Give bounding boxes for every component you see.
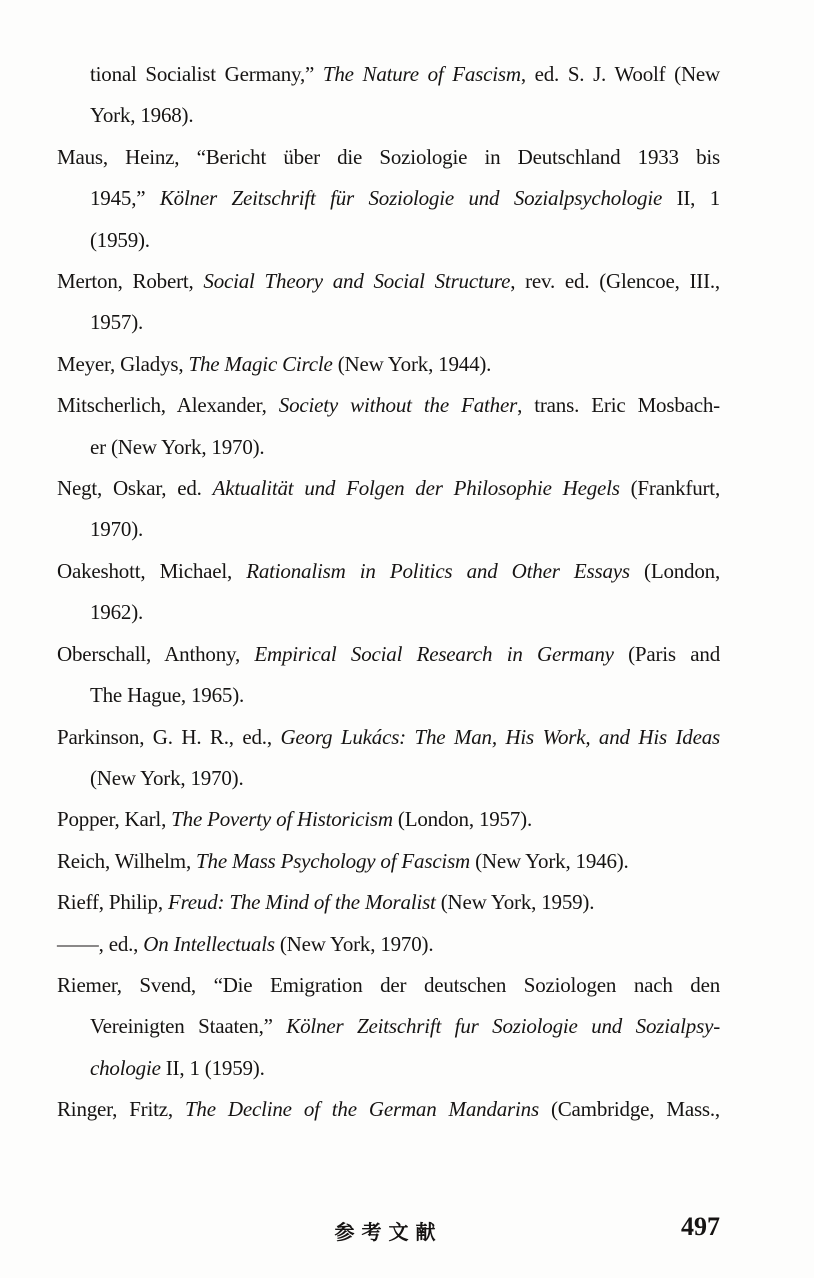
body-text: Oakeshott, Michael, bbox=[57, 558, 247, 583]
bib-entry bbox=[57, 137, 720, 261]
bib-line bbox=[57, 137, 720, 178]
body-text: II, 1 (1959). bbox=[160, 1055, 265, 1080]
body-text: (London, bbox=[629, 558, 721, 583]
body-text: Rieff, Philip, bbox=[57, 890, 168, 915]
body-text: (New York, 1959). bbox=[435, 890, 595, 915]
bib-line bbox=[57, 634, 720, 675]
bib-entry bbox=[57, 882, 720, 923]
bib-line bbox=[57, 1089, 720, 1130]
body-text: York, 1968). bbox=[90, 103, 194, 128]
work-title-text: The Poverty of Historicism bbox=[171, 807, 393, 832]
footer-section-title: 参考文献 bbox=[334, 1222, 443, 1244]
bib-line bbox=[90, 758, 720, 799]
body-text: Negt, Oskar, ed. bbox=[57, 476, 213, 501]
bib-line bbox=[57, 261, 720, 302]
bib-line bbox=[90, 1006, 720, 1047]
bib-line bbox=[90, 302, 720, 343]
work-title-text: The Magic Circle bbox=[188, 351, 333, 376]
body-text: Merton, Robert, bbox=[57, 269, 204, 294]
bib-line bbox=[90, 675, 720, 716]
work-title-text: Social Theory and Social Structure bbox=[203, 269, 511, 294]
body-text: (New York, 1946). bbox=[470, 848, 629, 873]
work-title-text: Kölner Zeitschrift fur Soziologie und Sozialpsy- bbox=[286, 1014, 720, 1039]
body-text: Ringer, Fritz, bbox=[57, 1097, 185, 1122]
work-title-text: The Nature of Fascism bbox=[322, 62, 521, 86]
bib-line bbox=[90, 509, 720, 550]
bib-line bbox=[57, 924, 720, 965]
work-title-text: The Decline of the German Mandarins bbox=[184, 1097, 539, 1122]
work-title-text: Freud: The Mind of the Moralist bbox=[167, 890, 436, 915]
body-text: Vereinigten Staaten,” bbox=[90, 1014, 287, 1039]
bib-line bbox=[57, 717, 720, 758]
bib-entry bbox=[57, 799, 720, 840]
body-text: Maus, Heinz, “Bericht über die Soziologie in Deutschland 1933 bis bbox=[57, 144, 720, 169]
body-text: Riemer, Svend, “Die Emigration der deutschen Soziologen nach den bbox=[57, 972, 720, 997]
work-title-text: Empirical Social Research in Germany bbox=[254, 641, 614, 666]
body-text: (New York, 1970). bbox=[274, 931, 434, 956]
work-title-text: Aktualität und Folgen der Philosophie Hegels bbox=[212, 476, 620, 501]
bib-entry bbox=[57, 385, 720, 468]
bib-entry bbox=[57, 965, 720, 1089]
work-title-text: On Intellectuals bbox=[143, 931, 275, 956]
body-text: II, 1 bbox=[662, 186, 720, 211]
body-text: The Hague, 1965). bbox=[90, 683, 245, 708]
body-text: Parkinson, G. H. R., ed., bbox=[57, 724, 281, 749]
body-text: 1970). bbox=[90, 517, 144, 542]
bib-entry bbox=[57, 634, 720, 717]
bib-line bbox=[57, 468, 720, 509]
body-text: tional Socialist Germany,” bbox=[90, 62, 323, 86]
body-text: Popper, Karl, bbox=[57, 807, 172, 832]
bib-entry bbox=[57, 551, 720, 634]
bib-entry bbox=[57, 468, 720, 551]
footer bbox=[57, 1212, 720, 1252]
body-text: (1959). bbox=[90, 227, 150, 252]
body-text: ——, ed., bbox=[57, 931, 144, 956]
bib-line bbox=[90, 592, 720, 633]
bibliography bbox=[57, 54, 720, 1131]
body-text: , ed. S. J. Woolf (New bbox=[520, 62, 720, 86]
body-text: , trans. Eric Mosbach- bbox=[517, 393, 720, 418]
body-text: 1962). bbox=[90, 600, 144, 625]
work-title-text: Kölner Zeitschrift für Soziologie und Sozialpsychologie bbox=[159, 186, 663, 211]
body-text: (Cambridge, Mass., bbox=[538, 1097, 720, 1122]
body-text: (Frankfurt, bbox=[619, 476, 720, 501]
bib-line bbox=[90, 1048, 720, 1089]
body-text: (New York, 1970). bbox=[90, 765, 244, 790]
body-text: , rev. ed. (Glencoe, III., bbox=[510, 269, 720, 294]
body-text: 1957). bbox=[90, 310, 144, 335]
bib-line bbox=[57, 841, 720, 882]
body-text: er (New York, 1970). bbox=[90, 434, 265, 459]
bib-entry bbox=[57, 1089, 720, 1130]
body-text: Meyer, Gladys, bbox=[57, 351, 189, 376]
bib-entry bbox=[57, 841, 720, 882]
bib-line bbox=[90, 427, 720, 468]
work-title-text: Rationalism in Politics and Other Essays bbox=[246, 558, 630, 583]
bib-entry bbox=[57, 54, 720, 137]
bib-entry bbox=[57, 717, 720, 800]
body-text: Reich, Wilhelm, bbox=[57, 848, 197, 873]
work-title-text: Georg Lukács: The Man, His Work, and His Ideas bbox=[280, 724, 720, 749]
bib-line bbox=[57, 551, 720, 592]
bib-entry bbox=[57, 261, 720, 344]
bib-line bbox=[90, 54, 720, 95]
bib-line bbox=[57, 385, 720, 426]
bib-line bbox=[90, 95, 720, 136]
bib-entry bbox=[57, 344, 720, 385]
work-title-text: Society without the Father bbox=[278, 393, 518, 418]
body-text: Mitscherlich, Alexander, bbox=[57, 393, 279, 418]
bib-line bbox=[57, 344, 720, 385]
body-text: (London, 1957). bbox=[392, 807, 532, 832]
bib-line bbox=[57, 965, 720, 1006]
body-text: (New York, 1944). bbox=[332, 351, 492, 376]
work-title-text: chologie bbox=[90, 1055, 161, 1080]
work-title-text: The Mass Psychology of Fascism bbox=[196, 848, 471, 873]
bib-line bbox=[57, 882, 720, 923]
bib-line bbox=[90, 220, 720, 261]
body-text: (Paris and bbox=[613, 641, 720, 666]
page-number: 497 bbox=[681, 1212, 720, 1241]
body-text: Oberschall, Anthony, bbox=[57, 641, 255, 666]
bib-line bbox=[57, 799, 720, 840]
bib-line bbox=[90, 178, 720, 219]
bib-entry bbox=[57, 924, 720, 965]
body-text: 1945,” bbox=[90, 186, 160, 211]
